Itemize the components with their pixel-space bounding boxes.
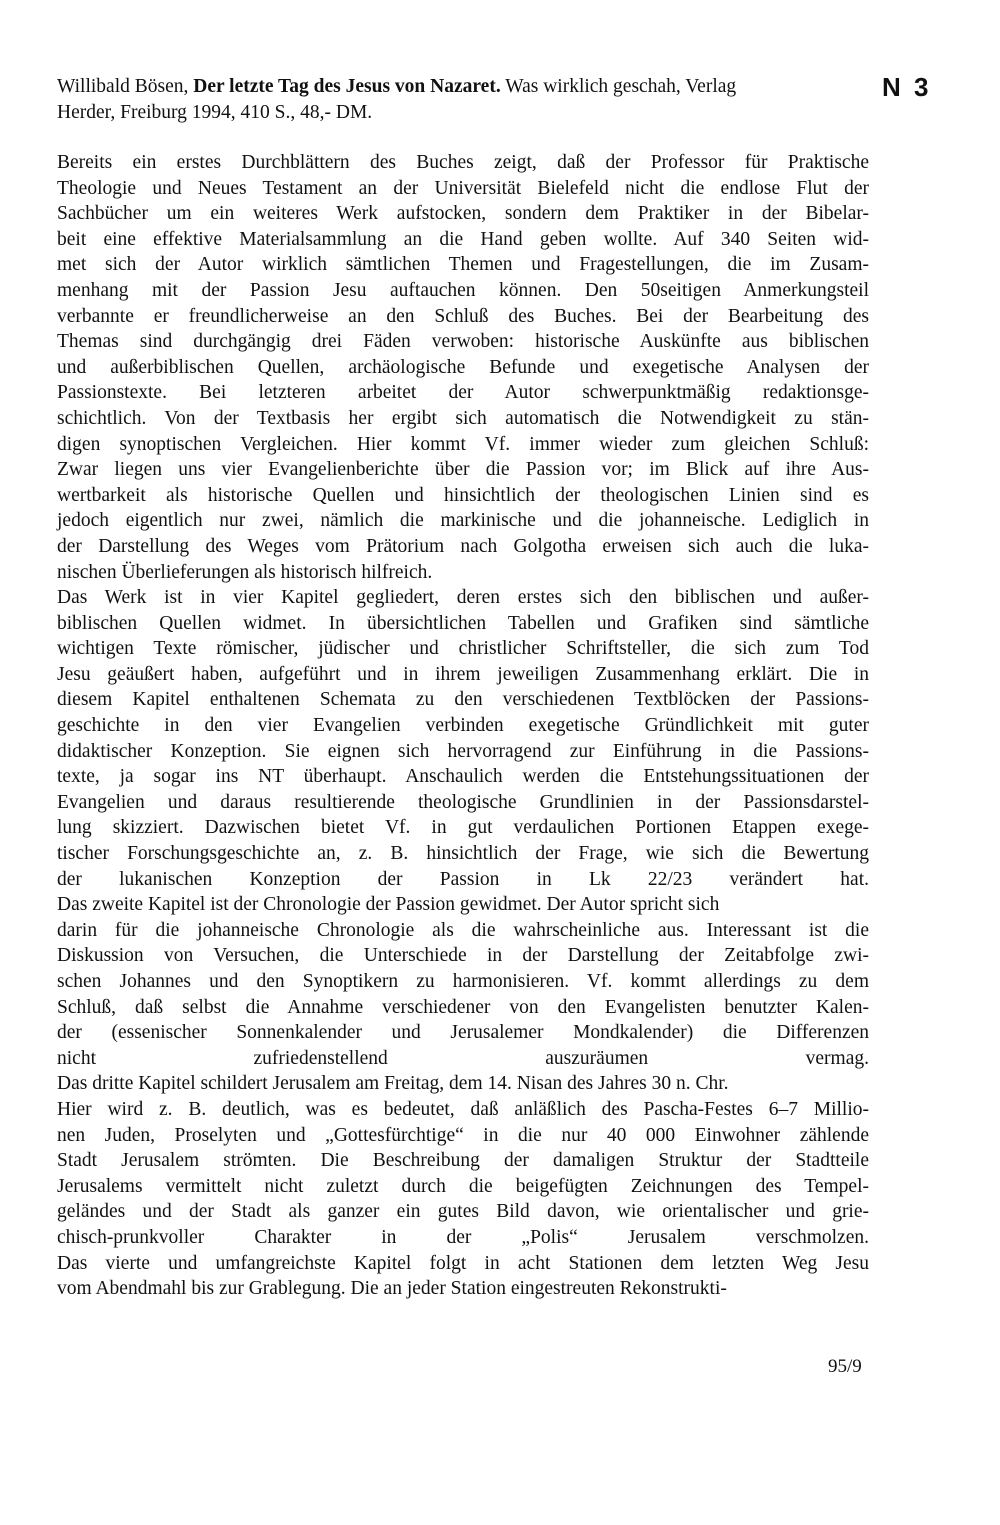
text-line: wichtigen Texte römischer, jüdischer und christlicher Schriftsteller, die sich zum Tod	[57, 638, 869, 660]
text-line: Jesu geäußert haben, aufgeführt und in ihrem jeweiligen Zusammenhang erklärt. Die in	[57, 663, 869, 685]
text-line: texte, ja sogar ins NT überhaupt. Anschaulich werden die Entstehungssituationen der	[57, 766, 869, 788]
author-name: Willibald Bösen,	[57, 76, 189, 97]
review-body	[57, 150, 869, 1302]
page-number: 95/9	[828, 1356, 862, 1377]
text-line: Bereits ein erstes Durchblättern des Buches zeigt, daß der Professor für Praktische	[57, 152, 869, 173]
text-line: der (essenischer Sonnenkalender und Jerusalemer Mondkalender) die Differenzen	[57, 1022, 869, 1044]
section-code: N 3	[882, 72, 932, 102]
bibliographic-header	[57, 74, 869, 125]
text-line: geländes und der Stadt als ganzer ein gutes Bild davon, wie orientalischer und grie-	[57, 1201, 869, 1223]
text-line: beit eine effektive Materialsammlung an die Hand geben wollte. Auf 340 Seiten wid-	[57, 228, 869, 250]
text-line: Das vierte und umfangreichste Kapitel folgt in acht Stationen dem letzten Weg Jesu	[57, 1252, 869, 1274]
text-line: Diskussion von Versuchen, die Unterschiede in der Darstellung der Zeitabfolge zwi-	[57, 945, 869, 967]
text-line: Themas sind durchgängig drei Fäden verwoben: historische Auskünfte aus biblischen	[57, 331, 869, 353]
text-line: chisch-prunkvoller Charakter in der „Polis“ Jerusalem verschmolzen.	[57, 1226, 869, 1248]
text-line: Sachbücher um ein weiteres Werk aufstocken, sondern dem Praktiker in der Bibelar-	[57, 203, 869, 225]
text-line: Evangelien und daraus resultierende theologische Grundlinien in der Passionsdarstel-	[57, 791, 869, 813]
text-line: lung skizziert. Dazwischen bietet Vf. in gut verdaulichen Portionen Etappen exege-	[57, 817, 869, 839]
text-line: jedoch eigentlich nur zwei, nämlich die markinische und die johanneische. Lediglich in	[57, 510, 869, 532]
text-line: Das dritte Kapitel schildert Jerusalem am Freitag, dem 14. Nisan des Jahres 30 n. Chr.	[57, 1073, 729, 1095]
text-line: Das Werk ist in vier Kapitel gegliedert, deren erstes sich den biblischen und außer-	[57, 587, 869, 609]
text-line: darin für die johanneische Chronologie als die wahrscheinliche aus. Interessant ist die	[57, 919, 869, 941]
text-line: Zwar liegen uns vier Evangelienberichte über die Passion vor; im Blick auf ihre Aus-	[57, 459, 869, 481]
publication-details: Herder, Freiburg 1994, 410 S., 48,- DM.	[57, 101, 373, 123]
text-line: diesem Kapitel enthaltenen Schemata zu den verschiedenen Textblöcken der Passions-	[57, 689, 869, 711]
book-title: Der letzte Tag des Jesus von Nazaret.	[193, 76, 501, 97]
text-line: und außerbiblischen Quellen, archäologische Befunde und exegetische Analysen der	[57, 356, 869, 378]
text-line: digen synoptischen Vergleichen. Hier kommt Vf. immer wieder zum gleichen Schluß:	[57, 433, 869, 455]
text-line: Passionstexte. Bei letzteren arbeitet der Autor schwerpunktmäßig redaktionsge-	[57, 382, 869, 404]
text-line: Schluß, daß selbst die Annahme verschiedener von den Evangelisten benutzter Kalen-	[57, 996, 869, 1018]
book-subtitle-publisher: Was wirklich geschah, Verlag	[505, 76, 737, 97]
text-line: didaktischer Konzeption. Sie eignen sich hervorragend zur Einführung in die Passions-	[57, 740, 869, 762]
text-line: nicht zufriedenstellend auszuräumen vermag.	[57, 1047, 869, 1069]
text-line: der lukanischen Konzeption der Passion in Lk 22/23 verändert hat.	[57, 868, 869, 890]
text-line: tischer Forschungsgeschichte an, z. B. hinsichtlich der Frage, wie sich die Bewertung	[57, 843, 869, 865]
text-line: Theologie und Neues Testament an der Universität Bielefeld nicht die endlose Flut der	[57, 177, 869, 199]
text-line: menhang mit der Passion Jesu auftauchen können. Den 50seitigen Anmerkungsteil	[57, 279, 869, 301]
text-line: verbannte er freundlicherweise an den Schluß des Buches. Bei der Bearbeitung des	[57, 305, 869, 327]
text-line: der Darstellung des Weges vom Prätorium nach Golgotha erweisen sich auch die luka-	[57, 535, 869, 557]
text-line: schen Johannes und den Synoptikern zu harmonisieren. Vf. kommt allerdings zu dem	[57, 971, 869, 992]
text-line: schichtlich. Von der Textbasis her ergibt sich automatisch die Notwendigkeit zu stän-	[57, 407, 869, 429]
text-line: met sich der Autor wirklich sämtlichen Themen und Fragestellungen, die im Zusam-	[57, 254, 869, 276]
text-line: nischen Überlieferungen als historisch hilfreich.	[57, 561, 433, 583]
text-line: Stadt Jerusalem strömten. Die Beschreibung der damaligen Struktur der Stadtteile	[57, 1150, 869, 1172]
text-line: nen Juden, Proselyten und „Gottesfürchtige“ in die nur 40 000 Einwohner zählende	[57, 1124, 869, 1146]
text-line: vom Abendmahl bis zur Grablegung. Die an jeder Station eingestreuten Rekonstrukti-	[57, 1278, 727, 1300]
text-line: Das zweite Kapitel ist der Chronologie der Passion gewidmet. Der Autor spricht sich	[57, 894, 720, 916]
text-line: biblischen Quellen widmet. In übersichtlichen Tabellen und Grafiken sind sämtliche	[57, 612, 869, 634]
text-line: geschichte in den vier Evangelien verbinden exegetische Gründlichkeit mit guter	[57, 715, 869, 737]
text-line: wertbarkeit als historische Quellen und hinsichtlich der theologischen Linien sind es	[57, 484, 869, 506]
text-line: Jerusalems vermittelt nicht zuletzt durch die beigefügten Zeichnungen des Tempel-	[57, 1175, 869, 1197]
text-line: Hier wird z. B. deutlich, was es bedeutet, daß anläßlich des Pascha-Festes 6–7 Millio-	[57, 1098, 869, 1120]
